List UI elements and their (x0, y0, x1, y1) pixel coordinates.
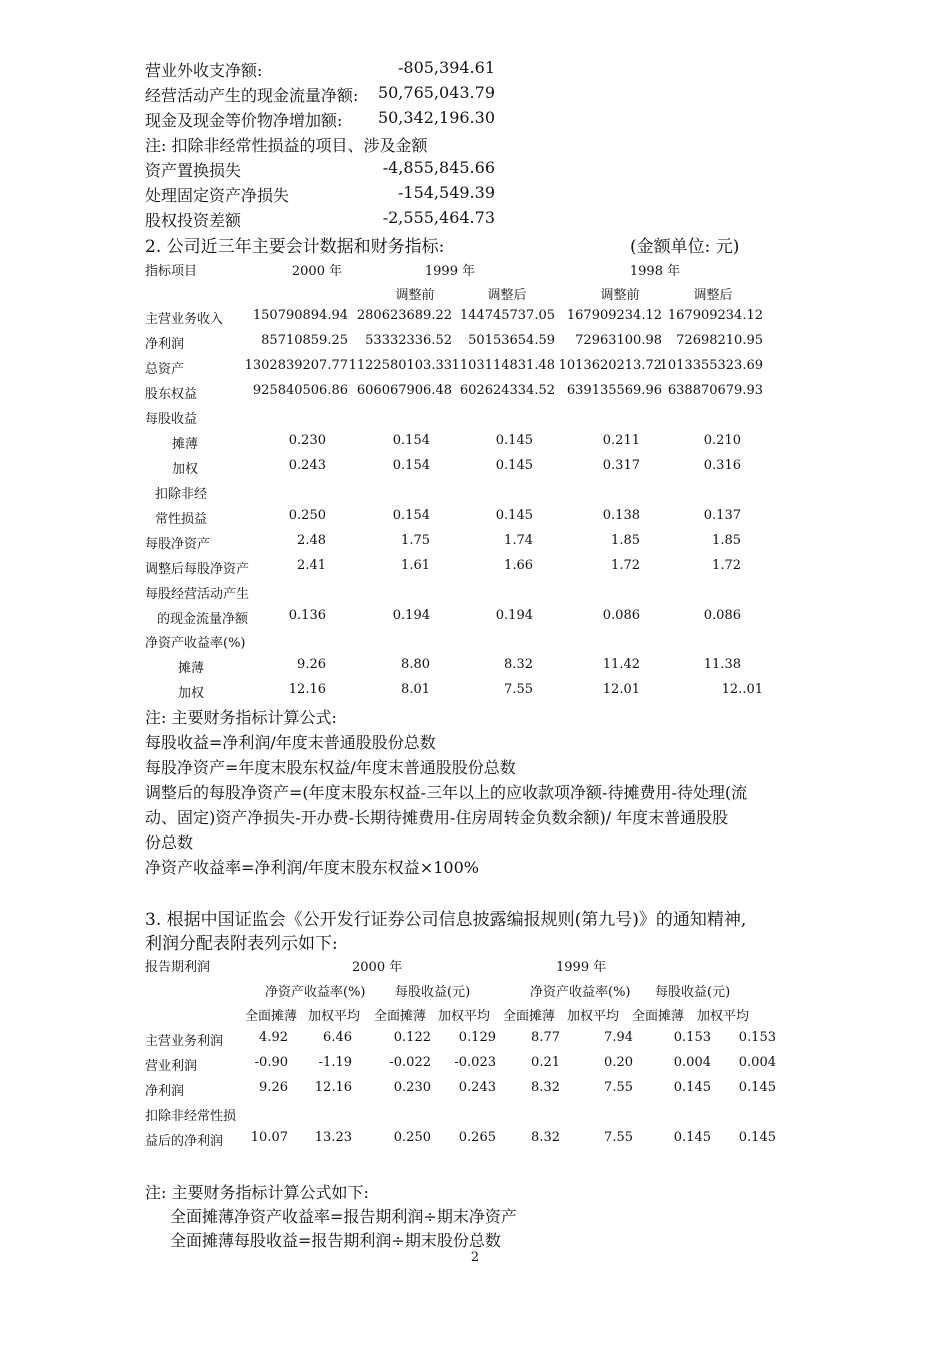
table1-cell: 50153654.59 (468, 333, 555, 348)
table1-cell: 602624334.52 (459, 383, 555, 398)
item-value: -4,855,845.66 (382, 158, 495, 177)
page-number: 2 (470, 1250, 480, 1265)
table2-row-label: 主营业务利润 (145, 1034, 224, 1049)
table1-cell: 0.137 (703, 508, 741, 523)
item-label: 经营活动产生的现金流量净额: (145, 86, 359, 105)
table1-after-1998: 调整后 (693, 288, 733, 303)
table1-cell: 1103114831.48 (451, 358, 555, 373)
table2-cell: 0.122 (393, 1030, 431, 1045)
table2-row-label: 净利润 (145, 1084, 185, 1099)
section2-note-line: 调整后的每股净资产=(年度末股东权益-三年以上的应收款项净额-待摊费用-待处理(流 (145, 783, 748, 802)
table2-cell: 0.145 (738, 1080, 776, 1095)
table2-cell: 0.21 (531, 1055, 560, 1070)
table1-row-label: 的现金流量净额 (157, 612, 249, 627)
table2-cell: 0.004 (673, 1055, 711, 1070)
item-label: 营业外收支净额: (145, 61, 263, 80)
table1-cell: 144745737.05 (459, 308, 555, 323)
table1-row-label: 净利润 (145, 337, 185, 352)
table1-cell: 0.317 (602, 458, 640, 473)
table2-cell: 0.145 (673, 1130, 711, 1145)
table1-cell: 638870679.93 (667, 383, 763, 398)
table2-row-label: 扣除非经常性损 (145, 1109, 237, 1124)
table2-cell: 0.153 (673, 1030, 711, 1045)
table2-cell: 7.94 (604, 1030, 633, 1045)
table2-cell: 7.55 (604, 1130, 633, 1145)
table1-cell: 0.145 (495, 433, 533, 448)
table2-cell: 8.77 (531, 1030, 560, 1045)
table2-cell: -0.022 (389, 1055, 431, 1070)
table1-cell: 53332336.52 (365, 333, 452, 348)
item-label: 处理固定资产净损失 (145, 186, 290, 205)
table1-cell: 0.210 (703, 433, 741, 448)
section2-note-line: 份总数 (145, 833, 194, 852)
table1-cell: 11.38 (703, 657, 741, 672)
table1-cell: 0.194 (495, 608, 533, 623)
table2-roe-1999: 净资产收益率(%) (530, 985, 631, 1000)
table2-sub-label: 加权平均 (308, 1009, 361, 1024)
item-label: 现金及现金等价物净增加额: (145, 111, 343, 130)
section2-note-line: 动、固定)资产净损失-开办费-长期待摊费用-住房周转金负数余额)/ 年度末普通股股 (145, 808, 729, 827)
section3-note-line: 全面摊薄净资产收益率=报告期利润÷期末净资产 (170, 1207, 517, 1226)
section2-title: 2. 公司近三年主要会计数据和财务指标: (145, 237, 445, 257)
table2-cell: 0.129 (458, 1030, 496, 1045)
table2-cell: 0.145 (738, 1130, 776, 1145)
table1-cell: 8.80 (401, 657, 430, 672)
table1-cell: 12..01 (721, 682, 763, 697)
table1-cell: 0.136 (288, 608, 326, 623)
section3-title-line1: 3. 根据中国证监会《公开发行证券公司信息披露编报规则(第九号)》的通知精神, (145, 910, 747, 930)
table1-row-label: 每股经营活动产生 (145, 587, 250, 602)
table1-cell: 12.01 (602, 682, 640, 697)
table2-cell: 0.20 (604, 1055, 633, 1070)
table1-year-2000: 2000 年 (291, 264, 343, 279)
table1-row-label: 主营业务收入 (145, 312, 224, 327)
table1-cell: 2.48 (297, 533, 326, 548)
table2-sub-label: 全面摊薄 (374, 1009, 427, 1024)
table1-cell: 1.61 (401, 558, 430, 573)
section2-note-line: 注: 主要财务指标计算公式: (145, 708, 337, 727)
table1-cell: 1.74 (504, 533, 533, 548)
table2-cell: -1.19 (318, 1055, 352, 1070)
table2-sub-label: 全面摊薄 (245, 1009, 298, 1024)
table1-cell: 8.01 (401, 682, 430, 697)
section2-note-line: 净资产收益率=净利润/年度末股东权益×100% (145, 858, 479, 877)
table2-cell: -0.023 (454, 1055, 496, 1070)
table1-cell: 1.75 (401, 533, 430, 548)
table1-before-1998: 调整前 (600, 288, 640, 303)
table1-row-label: 每股收益 (145, 412, 198, 427)
table1-cell: 167909234.12 (667, 308, 763, 323)
table1-cell: 606067906.48 (356, 383, 452, 398)
table2-cell: 0.230 (393, 1080, 431, 1095)
table2-cell: -0.90 (254, 1055, 288, 1070)
table2-year-1999: 1999 年 (556, 960, 607, 975)
table2-row-label: 益后的净利润 (145, 1134, 224, 1149)
table1-row-label: 常性损益 (155, 512, 208, 527)
table1-cell: 280623689.22 (356, 308, 452, 323)
table1-cell: 0.230 (288, 433, 326, 448)
table2-cell: 12.16 (314, 1080, 352, 1095)
table2-cell: 0.243 (458, 1080, 496, 1095)
table2-sub-label: 全面摊薄 (632, 1009, 685, 1024)
table1-cell: 2.41 (297, 558, 326, 573)
table2-cell: 7.55 (604, 1080, 633, 1095)
table1-row-label: 扣除非经 (155, 487, 208, 502)
table2-cell: 0.265 (458, 1130, 496, 1145)
table1-row-label: 总资产 (145, 362, 185, 377)
table1-cell: 72963100.98 (575, 333, 662, 348)
item-value: 50,342,196.30 (377, 108, 495, 127)
table2-cell: 8.32 (531, 1130, 560, 1145)
section2-note-line: 每股净资产=年度末股东权益/年度末普通股股份总数 (145, 758, 516, 777)
table1-cell: 0.086 (703, 608, 741, 623)
table1-cell: 0.086 (602, 608, 640, 623)
table1-cell: 1013355323.69 (659, 358, 763, 373)
table1-cell: 0.145 (495, 508, 533, 523)
table1-cell: 0.138 (602, 508, 640, 523)
table1-cell: 11.42 (602, 657, 640, 672)
table2-header-item: 报告期利润 (145, 960, 211, 975)
table2-eps-2000: 每股收益(元) (395, 985, 471, 1000)
table2-cell: 8.32 (531, 1080, 560, 1095)
table1-cell: 8.32 (504, 657, 533, 672)
table2-cell: 0.250 (393, 1130, 431, 1145)
table1-cell: 167909234.12 (566, 308, 662, 323)
table1-cell: 1.85 (611, 533, 640, 548)
table2-cell: 9.26 (259, 1080, 288, 1095)
table1-after-1999: 调整后 (487, 288, 527, 303)
table2-cell: 0.004 (738, 1055, 776, 1070)
section3-note-line: 注: 主要财务指标计算公式如下: (145, 1183, 369, 1202)
table2-sub-label: 加权平均 (567, 1009, 620, 1024)
table1-before-1999: 调整前 (395, 288, 435, 303)
table1-cell: 0.250 (288, 508, 326, 523)
table1-cell: 150790894.94 (252, 308, 348, 323)
table1-cell: 12.16 (288, 682, 326, 697)
table2-cell: 0.153 (738, 1030, 776, 1045)
item-value: -805,394.61 (397, 58, 495, 77)
table1-row-label: 每股净资产 (145, 537, 211, 552)
table2-eps-1999: 每股收益(元) (655, 985, 731, 1000)
table1-cell: 7.55 (504, 682, 533, 697)
table1-cell: 72698210.95 (676, 333, 763, 348)
section3-note-line: 全面摊薄每股收益=报告期利润÷期末股份总数 (170, 1231, 501, 1250)
table1-cell: 0.243 (288, 458, 326, 473)
table1-cell: 1302839207.77 (244, 358, 348, 373)
table1-cell: 639135569.96 (566, 383, 662, 398)
section2-unit: (金额单位: 元) (630, 237, 740, 257)
table1-year-1999: 1999 年 (424, 264, 476, 279)
table2-sub-label: 加权平均 (438, 1009, 491, 1024)
table2-cell: 4.92 (259, 1030, 288, 1045)
table1-cell: 0.194 (392, 608, 430, 623)
table1-cell: 85710859.25 (261, 333, 348, 348)
table2-roe-2000: 净资产收益率(%) (265, 985, 366, 1000)
table1-cell: 925840506.86 (252, 383, 348, 398)
table1-cell: 1.85 (712, 533, 741, 548)
item-value: -154,549.39 (397, 183, 495, 202)
table1-cell: 1.72 (611, 558, 640, 573)
top-note: 注: 扣除非经常性损益的项目、涉及金额 (145, 136, 428, 155)
item-value: 50,765,043.79 (377, 83, 495, 102)
table1-cell: 0.154 (392, 458, 430, 473)
table1-cell: 0.145 (495, 458, 533, 473)
table1-row-label: 加权 (178, 686, 205, 701)
item-label: 股权投资差额 (145, 211, 242, 230)
table2-cell: 13.23 (314, 1130, 352, 1145)
table2-cell: 10.07 (250, 1130, 288, 1145)
table2-sub-label: 全面摊薄 (503, 1009, 556, 1024)
table2-year-2000: 2000 年 (352, 960, 403, 975)
table1-year-1998: 1998 年 (629, 264, 681, 279)
table1-cell: 0.211 (602, 433, 640, 448)
table1-header-item: 指标项目 (145, 264, 198, 279)
item-value: -2,555,464.73 (382, 208, 495, 227)
table1-row-label: 调整后每股净资产 (145, 562, 250, 577)
table1-cell: 0.154 (392, 508, 430, 523)
table2-row-label: 营业利润 (145, 1059, 198, 1074)
table1-row-label: 加权 (172, 462, 199, 477)
table1-row-label: 摊薄 (172, 437, 199, 452)
table1-cell: 1.66 (504, 558, 533, 573)
section3-title-line2: 利润分配表附表列示如下: (145, 934, 338, 954)
table1-cell: 9.26 (297, 657, 326, 672)
table1-cell: 1013620213.72 (558, 358, 662, 373)
item-label: 资产置换损失 (145, 161, 242, 180)
section2-note-line: 每股收益=净利润/年度末普通股股份总数 (145, 733, 436, 752)
table1-cell: 0.316 (703, 458, 741, 473)
table1-cell: 1.72 (712, 558, 741, 573)
table2-sub-label: 加权平均 (697, 1009, 750, 1024)
table1-row-label: 摊薄 (178, 661, 205, 676)
table1-cell: 1122580103.33 (348, 358, 452, 373)
table1-cell: 0.154 (392, 433, 430, 448)
table2-cell: 6.46 (323, 1030, 352, 1045)
table1-row-label: 净资产收益率(%) (145, 636, 246, 651)
table1-row-label: 股东权益 (145, 387, 198, 402)
table2-cell: 0.145 (673, 1080, 711, 1095)
